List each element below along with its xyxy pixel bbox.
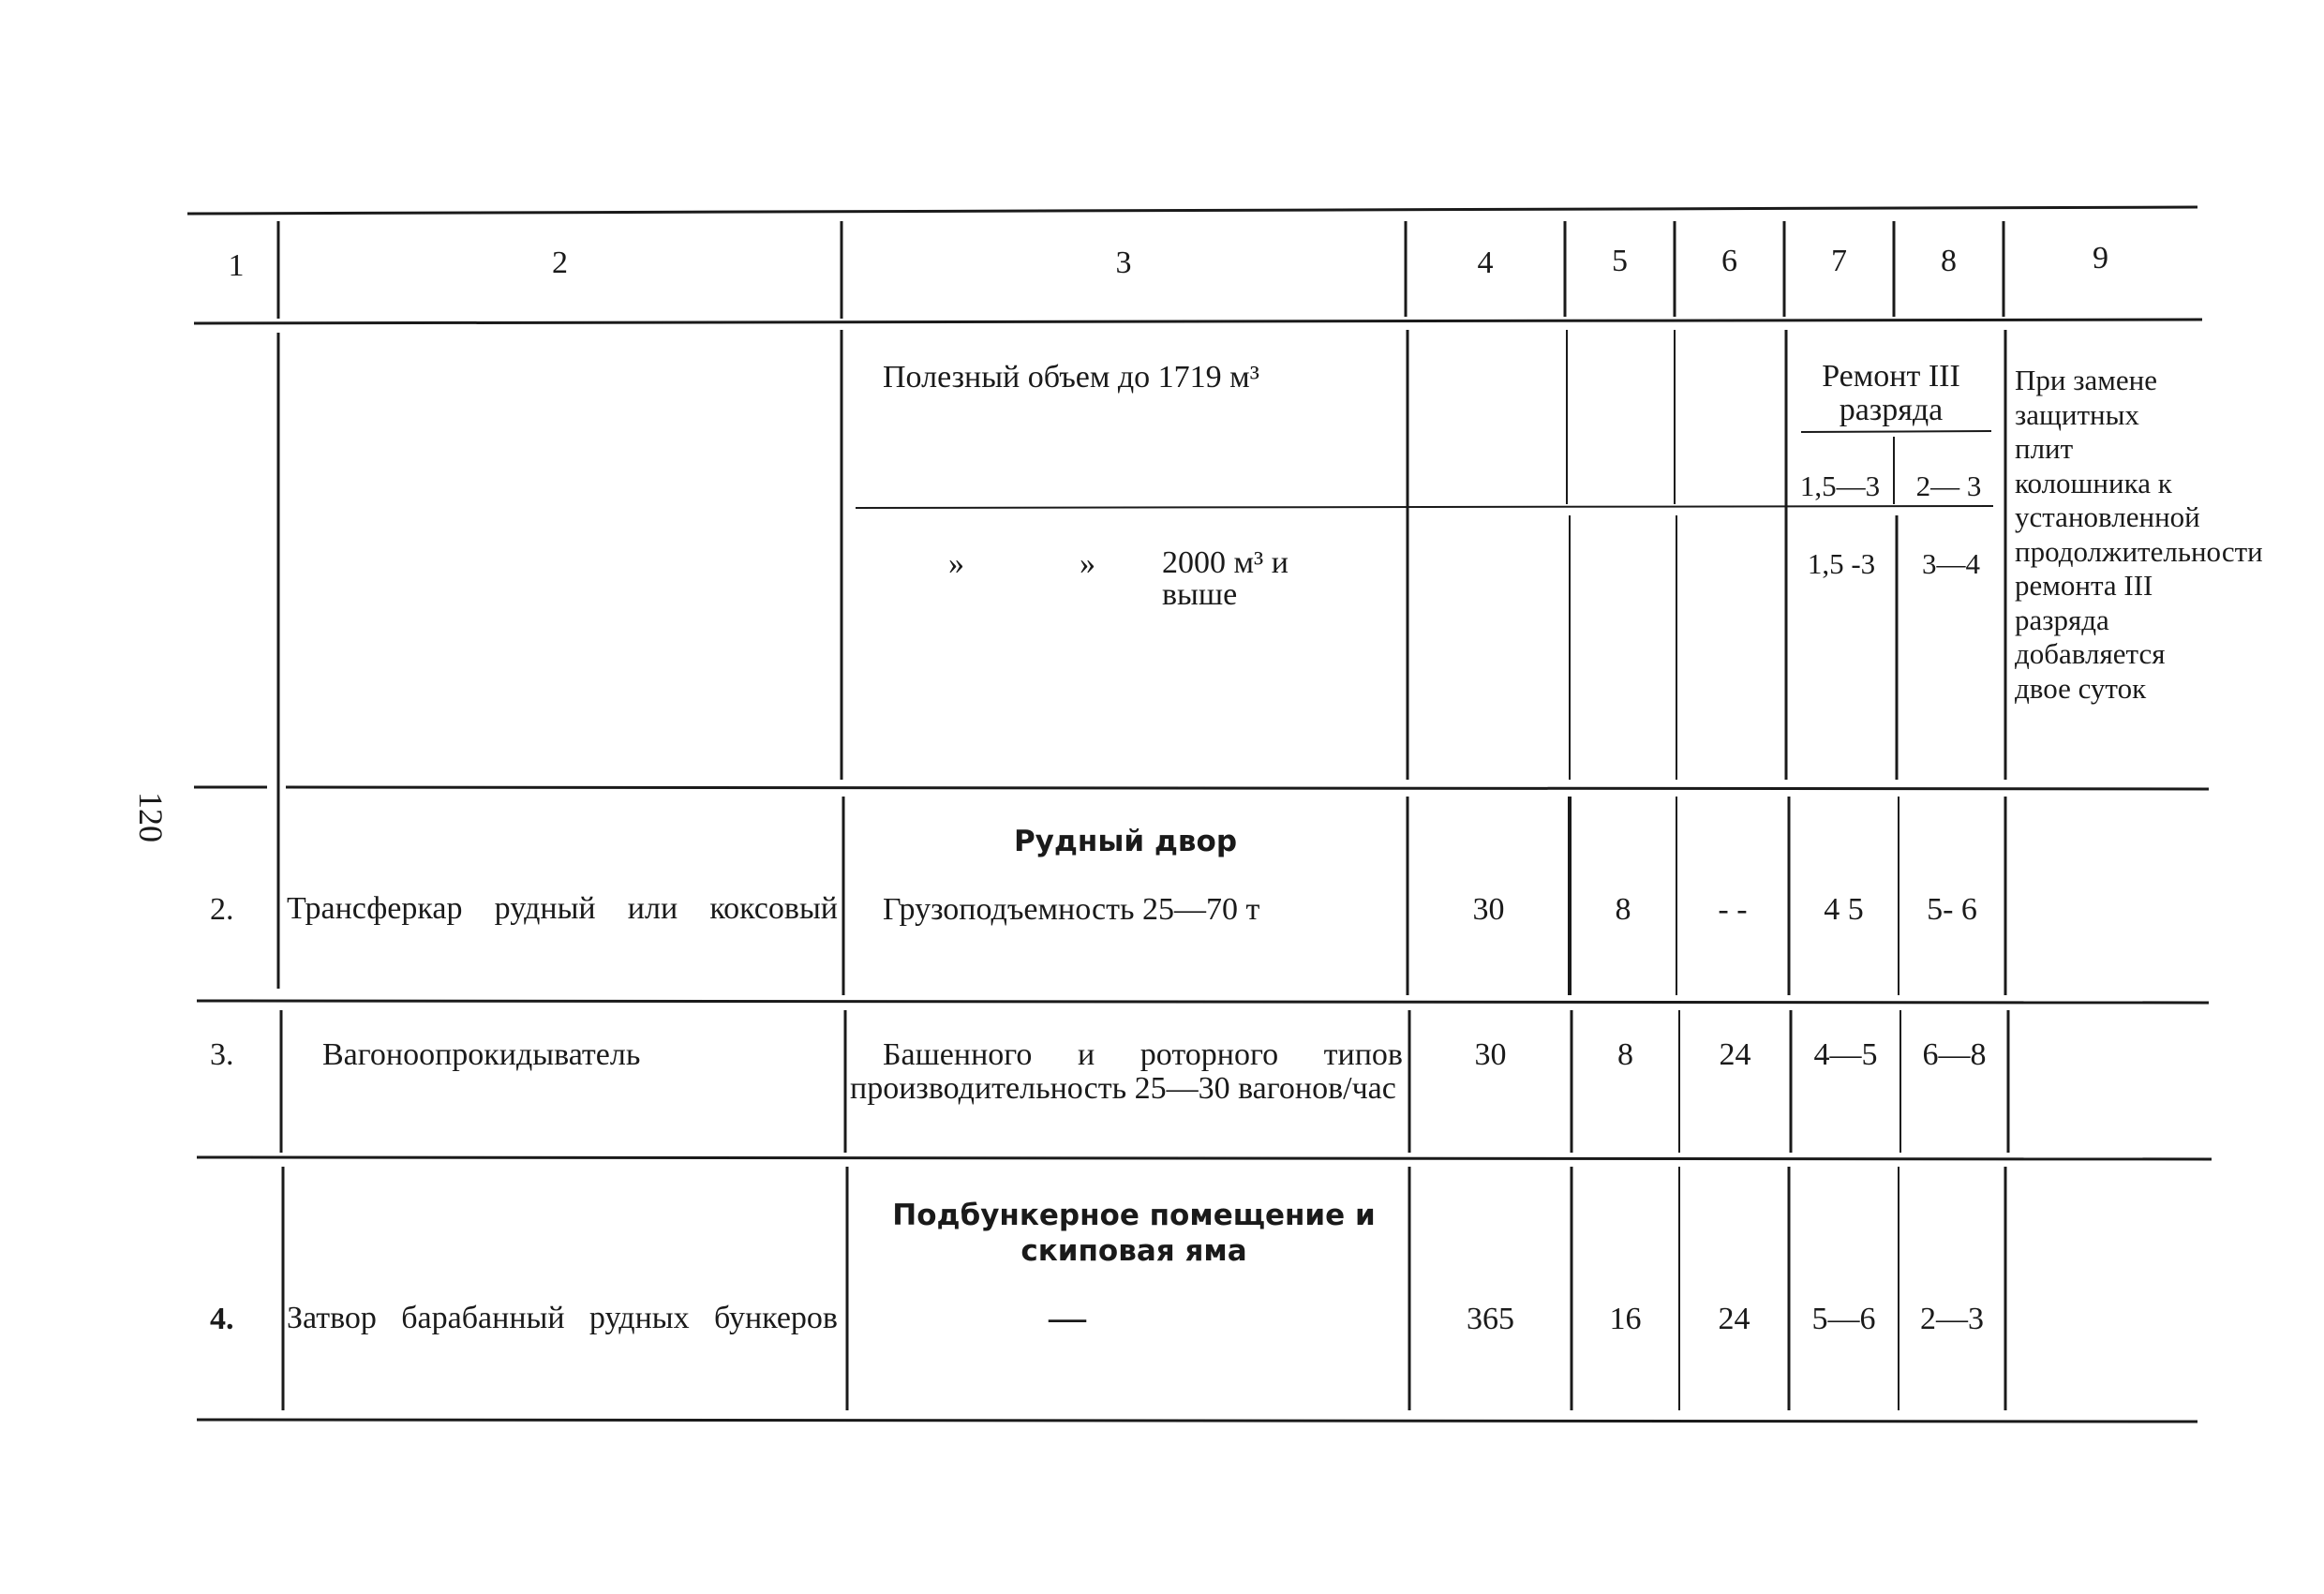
repair-a-col8: 2— 3 bbox=[1915, 469, 1982, 502]
row2-number: 2. bbox=[210, 892, 234, 927]
row2-col5: 8 bbox=[1615, 892, 1631, 927]
repair-label: Ремонт III разряда bbox=[1822, 359, 1960, 427]
repair-b-col7: 1,5 -3 bbox=[1807, 547, 1876, 580]
row4-col6: 24 bbox=[1718, 1302, 1750, 1336]
row3-col5: 8 bbox=[1617, 1037, 1633, 1072]
header-col-1: 1 bbox=[228, 248, 245, 283]
repair-a-col7: 1,5—3 bbox=[1799, 469, 1881, 502]
header-col-5: 5 bbox=[1612, 244, 1628, 278]
row2-name: Трансферкар рудный или коксовый bbox=[287, 891, 838, 926]
header-col-4: 4 bbox=[1477, 246, 1494, 280]
row3-col4: 30 bbox=[1474, 1037, 1507, 1072]
repair-label-rule bbox=[1801, 431, 1991, 432]
header-col-2: 2 bbox=[552, 246, 568, 280]
row3-bottom-rule bbox=[197, 1157, 2212, 1159]
header-col-3: 3 bbox=[1115, 246, 1132, 280]
row4-condition: — bbox=[1049, 1296, 1086, 1338]
row4-col8: 2—3 bbox=[1920, 1302, 1984, 1336]
furnace-split-rule bbox=[856, 506, 1993, 508]
row3-number: 3. bbox=[210, 1037, 234, 1072]
header-col-9: 9 bbox=[2093, 241, 2108, 276]
row2-col7: 4 5 bbox=[1824, 892, 1864, 927]
header-col-6: 6 bbox=[1721, 244, 1737, 278]
row4-col4: 365 bbox=[1467, 1302, 1514, 1336]
row3-col7: 4—5 bbox=[1813, 1037, 1878, 1072]
row4-number: 4. bbox=[210, 1302, 234, 1336]
table-top-rule bbox=[187, 207, 2197, 214]
header-col-8: 8 bbox=[1941, 244, 1957, 278]
row3-condition: Башенного и роторного типов производительность 25—30 вагонов/час bbox=[850, 1037, 1403, 1106]
row4-name: Затвор барабанный рудных бункеров bbox=[287, 1301, 838, 1335]
table-bottom-rule bbox=[197, 1420, 2197, 1422]
ditto-mark: » bbox=[1080, 546, 1095, 581]
header-col-7: 7 bbox=[1831, 244, 1847, 278]
row2-bottom-rule bbox=[197, 1001, 2209, 1003]
row2-condition: Грузоподъемность 25—70 т bbox=[883, 892, 1260, 927]
furnace-note: При замене защитных плит колошника к установленной продолжительности ремонта III разряда добавляется двое суток bbox=[2015, 364, 2263, 705]
row3-name: Вагоноопрокидыватель bbox=[322, 1037, 641, 1072]
page-number: 120 bbox=[132, 792, 170, 842]
row3-col6: 24 bbox=[1719, 1037, 1751, 1072]
furnace-condition-a: Полезный объем до 1719 м³ bbox=[883, 360, 1259, 395]
section-bunker: Подбункерное помещение и скиповая яма bbox=[892, 1199, 1376, 1268]
section-ore-yard: Рудный двор bbox=[1013, 825, 1238, 858]
furnace-condition-b: 2000 м³ и выше bbox=[1162, 545, 1289, 612]
row3-col8: 6—8 bbox=[1922, 1037, 1987, 1072]
header-bottom-rule bbox=[194, 320, 2202, 323]
row4-col7: 5—6 bbox=[1811, 1302, 1876, 1336]
row2-col4: 30 bbox=[1472, 892, 1505, 927]
repair-b-col8: 3—4 bbox=[1922, 547, 1980, 580]
row1-bottom-rule bbox=[286, 787, 2209, 789]
row4-col5: 16 bbox=[1609, 1302, 1642, 1336]
row2-col8: 5- 6 bbox=[1927, 892, 1977, 927]
ditto-mark: » bbox=[948, 546, 964, 581]
row2-col6: - - bbox=[1718, 892, 1748, 927]
